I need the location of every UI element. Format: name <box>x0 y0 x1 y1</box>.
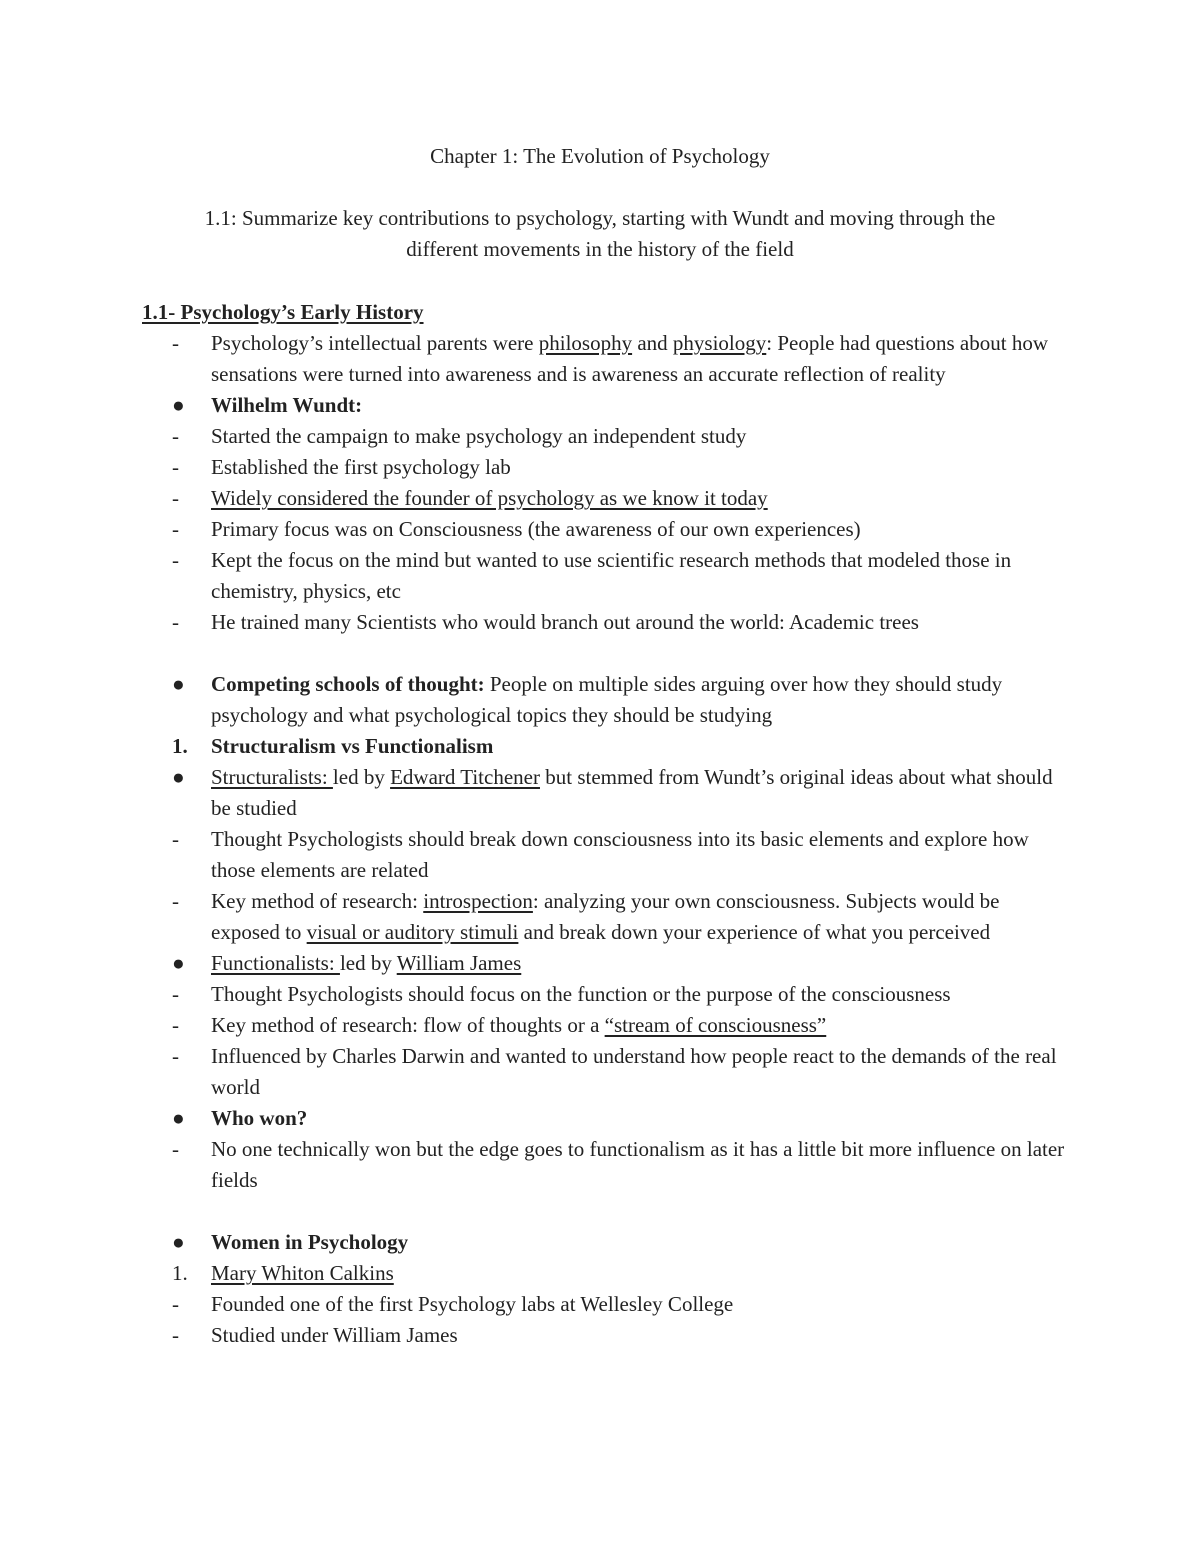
objective-line-1: 1.1: Summarize key contributions to psychology, starting with Wundt and moving through the <box>204 206 996 230</box>
dash-marker: - <box>172 548 179 572</box>
item-text: Studied under William James <box>211 1323 458 1347</box>
underlined-term: William James <box>396 951 522 975</box>
list-item <box>0 328 1071 390</box>
list-item <box>0 1320 1071 1351</box>
underlined-term: Edward Titchener <box>390 765 540 789</box>
blank-line <box>0 638 1200 669</box>
item-text: Primary focus was on Consciousness (the awareness of our own experiences) <box>211 517 861 541</box>
list-item <box>0 1227 1071 1258</box>
item-text: led by <box>339 951 397 975</box>
bold-subheading: Women in Psychology <box>211 1230 409 1254</box>
dash-marker: - <box>172 1292 179 1316</box>
blank-line <box>0 1196 1200 1227</box>
item-text: No one technically won but the edge goes to functionalism as it has a little bit more influence on later fields <box>211 1137 1065 1192</box>
item-text: Influenced by Charles Darwin and wanted to understand how people react to the demands of the real world <box>211 1044 1057 1099</box>
item-text: People on multiple sides arguing over how they should study psychology and what psychological topics they should be studying <box>211 672 1003 727</box>
item-text: Kept the focus on the mind but wanted to use scientific research methods that modeled those in chemistry, physics, etc <box>211 548 1012 603</box>
list-item <box>0 421 1071 452</box>
item-text: He trained many Scientists who would branch out around the world: Academic trees <box>211 610 919 634</box>
number-marker: 1. <box>172 1261 188 1285</box>
item-text: and <box>632 331 673 355</box>
list-item <box>0 390 1071 421</box>
bold-subheading: Wilhelm Wundt: <box>211 393 363 417</box>
item-text: and break down your experience of what you perceived <box>518 920 991 944</box>
item-text: Key method of research: flow of thoughts or a <box>211 1013 605 1037</box>
underlined-term: Widely considered the founder of psychology as we know it today <box>211 486 768 510</box>
item-text: : analyzing your own consciousness. Subjects would be exposed to <box>211 889 1000 944</box>
item-text: Established the first psychology lab <box>211 455 511 479</box>
dash-marker: - <box>172 424 179 448</box>
list-item <box>0 1134 1071 1196</box>
list-item <box>0 669 1071 731</box>
underlined-term: Mary Whiton Calkins <box>211 1261 394 1285</box>
dash-marker: - <box>172 827 179 851</box>
bullet-icon: ● <box>172 393 185 417</box>
list-item <box>0 1103 1071 1134</box>
dash-marker: - <box>172 331 179 355</box>
learning-objective <box>100 203 1100 265</box>
item-text: led by <box>332 765 391 789</box>
list-item <box>0 1041 1071 1103</box>
item-text: Thought Psychologists should focus on the function or the purpose of the consciousness <box>211 982 951 1006</box>
item-text: Thought Psychologists should break down consciousness into its basic elements and explore how those elements are related <box>211 827 1029 882</box>
bullet-icon: ● <box>172 672 185 696</box>
dash-marker: - <box>172 455 179 479</box>
list-item <box>0 824 1071 886</box>
dash-marker: - <box>172 610 179 634</box>
dash-marker: - <box>172 1013 179 1037</box>
list-item <box>0 1258 1071 1289</box>
dash-marker: - <box>172 486 179 510</box>
bold-subheading: Who won? <box>211 1106 308 1130</box>
bullet-icon: ● <box>172 951 185 975</box>
bold-subheading: Competing schools of thought: <box>211 672 485 696</box>
item-text: Started the campaign to make psychology an independent study <box>211 424 747 448</box>
underlined-term: “stream of consciousness” <box>604 1013 827 1037</box>
underlined-term: visual or auditory stimuli <box>306 920 519 944</box>
bullet-icon: ● <box>172 1230 185 1254</box>
bullet-icon: ● <box>172 765 185 789</box>
dash-marker: - <box>172 1044 179 1068</box>
list-item <box>0 731 1071 762</box>
underlined-term: introspection <box>423 889 533 913</box>
list-item <box>0 1010 1071 1041</box>
list-item <box>0 607 1071 638</box>
dash-marker: - <box>172 982 179 1006</box>
underlined-term: Functionalists: <box>211 951 340 975</box>
objective-line-2: different movements in the history of the field <box>406 237 794 261</box>
dash-marker: - <box>172 1137 179 1161</box>
number-marker: 1. <box>172 734 188 758</box>
list-item <box>0 948 1071 979</box>
dash-marker: - <box>172 889 179 913</box>
item-text: Founded one of the first Psychology labs at Wellesley College <box>211 1292 734 1316</box>
section-heading: 1.1- Psychology’s Early History <box>142 300 424 324</box>
list-item <box>0 886 1071 948</box>
chapter-title: Chapter 1: The Evolution of Psychology <box>430 144 770 168</box>
list-item <box>0 979 1071 1010</box>
underlined-term: Structuralists: <box>211 765 333 789</box>
underlined-term: physiology <box>672 331 767 355</box>
list-item <box>0 545 1071 607</box>
list-item <box>0 1289 1071 1320</box>
bullet-icon: ● <box>172 1106 185 1130</box>
dash-marker: - <box>172 1323 179 1347</box>
list-item <box>0 762 1071 824</box>
item-text: Psychology’s intellectual parents were <box>211 331 539 355</box>
list-item <box>0 483 1071 514</box>
item-text: Key method of research: <box>211 889 424 913</box>
item-text: : People had questions about how sensations were turned into awareness and is awareness an accurate reflection of reality <box>211 331 1048 386</box>
dash-marker: - <box>172 517 179 541</box>
list-item <box>0 452 1071 483</box>
bold-subheading: Structuralism vs Functionalism <box>211 734 494 758</box>
list-item <box>0 514 1071 545</box>
item-text: but stemmed from Wundt’s original ideas about what should be studied <box>211 765 1053 820</box>
underlined-term: philosophy <box>538 331 633 355</box>
notes-list <box>0 328 1200 1351</box>
